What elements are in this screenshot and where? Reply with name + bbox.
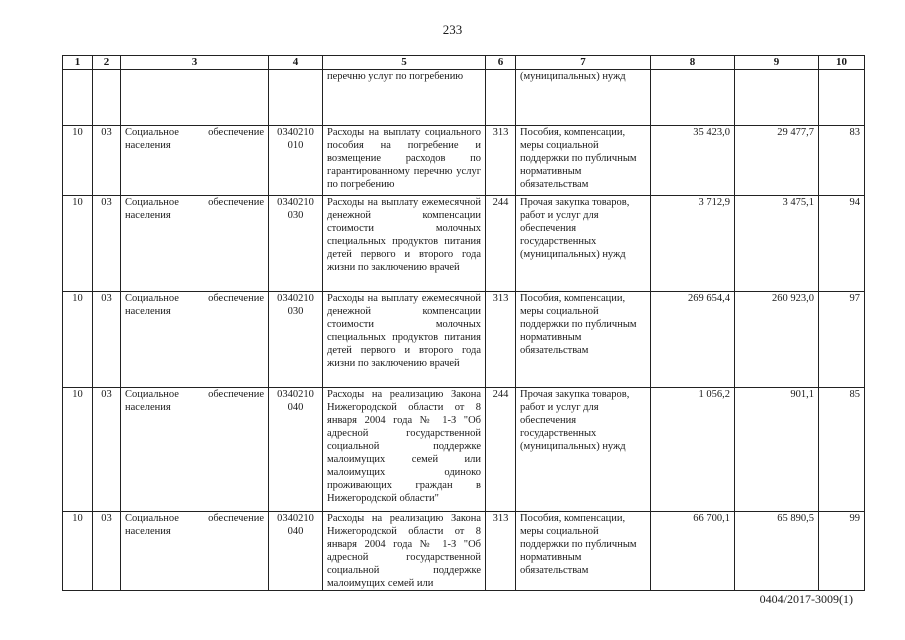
cell-planned <box>651 70 735 126</box>
cell-expense-description: Расходы на выплату социального пособия на погребение и возмещение расходов по гарантированному перечню услуг по погребению <box>323 126 486 196</box>
cell-expense-type-name: Пособия, компенсации, меры социальной поддержки по публичным нормативным обязательствам <box>516 292 651 388</box>
cell-section-name: Социальное обеспечение населения <box>121 196 269 292</box>
cell-section: 10 <box>63 512 93 591</box>
cell-expense-type-name: (муниципальных) нужд <box>516 70 651 126</box>
cell-expense-type: 313 <box>486 512 516 591</box>
page-number: 233 <box>442 22 463 37</box>
cell-expense-description: Расходы на реализацию Закона Нижегородской области от 8 января 2004 года № 1-З "Об адресной государственной социальной поддержке малоимущих семей или <box>323 512 486 591</box>
cell-expense-description: Расходы на выплату ежемесячной денежной компенсации стоимости молочных специальных продуктов питания детей первого и второго года жизни по заключению врачей <box>323 292 486 388</box>
header-row <box>63 56 865 70</box>
column-header-2: 2 <box>93 56 121 70</box>
cell-percent <box>819 70 865 126</box>
cell-expense-type: 244 <box>486 196 516 292</box>
cell-section: 10 <box>63 196 93 292</box>
cell-section: 10 <box>63 292 93 388</box>
cell-expense-type-name: Прочая закупка товаров, работ и услуг для обеспечения государственных (муниципальных) нужд <box>516 196 651 292</box>
cell-subsection: 03 <box>93 388 121 512</box>
cell-actual: 3 475,1 <box>735 196 819 292</box>
cell-expense-type: 313 <box>486 292 516 388</box>
column-header-6: 6 <box>486 56 516 70</box>
cell-actual: 65 890,5 <box>735 512 819 591</box>
cell-target-code: 0340210 030 <box>269 292 323 388</box>
table-row <box>63 70 865 126</box>
cell-section-name: Социальное обеспечение населения <box>121 126 269 196</box>
cell-section-name: Социальное обеспечение населения <box>121 292 269 388</box>
cell-section-name: Социальное обеспечение населения <box>121 388 269 512</box>
cell-subsection: 03 <box>93 126 121 196</box>
cell-target-code: 0340210 010 <box>269 126 323 196</box>
cell-planned: 35 423,0 <box>651 126 735 196</box>
cell-section <box>63 70 93 126</box>
cell-actual <box>735 70 819 126</box>
cell-expense-type <box>486 70 516 126</box>
cell-target-code: 0340210 040 <box>269 388 323 512</box>
cell-expense-type: 244 <box>486 388 516 512</box>
column-header-4: 4 <box>269 56 323 70</box>
cell-expense-type-name: Пособия, компенсации, меры социальной поддержки по публичным нормативным обязательствам <box>516 126 651 196</box>
cell-section: 10 <box>63 126 93 196</box>
cell-expense-type-name: Прочая закупка товаров, работ и услуг для обеспечения государственных (муниципальных) нужд <box>516 388 651 512</box>
cell-planned: 269 654,4 <box>651 292 735 388</box>
cell-actual: 260 923,0 <box>735 292 819 388</box>
cell-planned: 66 700,1 <box>651 512 735 591</box>
table-row <box>63 196 865 292</box>
cell-percent: 99 <box>819 512 865 591</box>
cell-subsection <box>93 70 121 126</box>
cell-actual: 29 477,7 <box>735 126 819 196</box>
column-header-8: 8 <box>651 56 735 70</box>
table-row <box>63 512 865 591</box>
cell-subsection: 03 <box>93 292 121 388</box>
cell-planned: 1 056,2 <box>651 388 735 512</box>
cell-actual: 901,1 <box>735 388 819 512</box>
cell-expense-description: Расходы на реализацию Закона Нижегородской области от 8 января 2004 года № 1-З "Об адресной государственной социальной поддержке малоимущих семей или малоимущих одиноко проживающих граждан в Нижегородской области" <box>323 388 486 512</box>
cell-expense-description: Расходы на выплату ежемесячной денежной компенсации стоимости молочных специальных продуктов питания детей первого и второго года жизни по заключению врачей <box>323 196 486 292</box>
cell-target-code: 0340210 040 <box>269 512 323 591</box>
cell-expense-description: перечню услуг по погребению <box>323 70 486 126</box>
column-header-5: 5 <box>323 56 486 70</box>
cell-expense-type: 313 <box>486 126 516 196</box>
budget-table <box>62 55 865 591</box>
cell-section: 10 <box>63 388 93 512</box>
column-header-10: 10 <box>819 56 865 70</box>
table-row <box>63 126 865 196</box>
cell-percent: 85 <box>819 388 865 512</box>
cell-planned: 3 712,9 <box>651 196 735 292</box>
cell-section-name: Социальное обеспечение населения <box>121 512 269 591</box>
cell-target-code <box>269 70 323 126</box>
column-header-3: 3 <box>121 56 269 70</box>
column-header-1: 1 <box>63 56 93 70</box>
column-header-7: 7 <box>516 56 651 70</box>
table-row <box>63 292 865 388</box>
cell-percent: 94 <box>819 196 865 292</box>
cell-section-name <box>121 70 269 126</box>
cell-percent: 97 <box>819 292 865 388</box>
cell-subsection: 03 <box>93 512 121 591</box>
cell-expense-type-name: Пособия, компенсации, меры социальной поддержки по публичным нормативным обязательствам <box>516 512 651 591</box>
column-header-9: 9 <box>735 56 819 70</box>
table-row <box>63 388 865 512</box>
cell-percent: 83 <box>819 126 865 196</box>
cell-subsection: 03 <box>93 196 121 292</box>
cell-target-code: 0340210 030 <box>269 196 323 292</box>
document-code: 0404/2017-3009(1) <box>759 592 853 606</box>
